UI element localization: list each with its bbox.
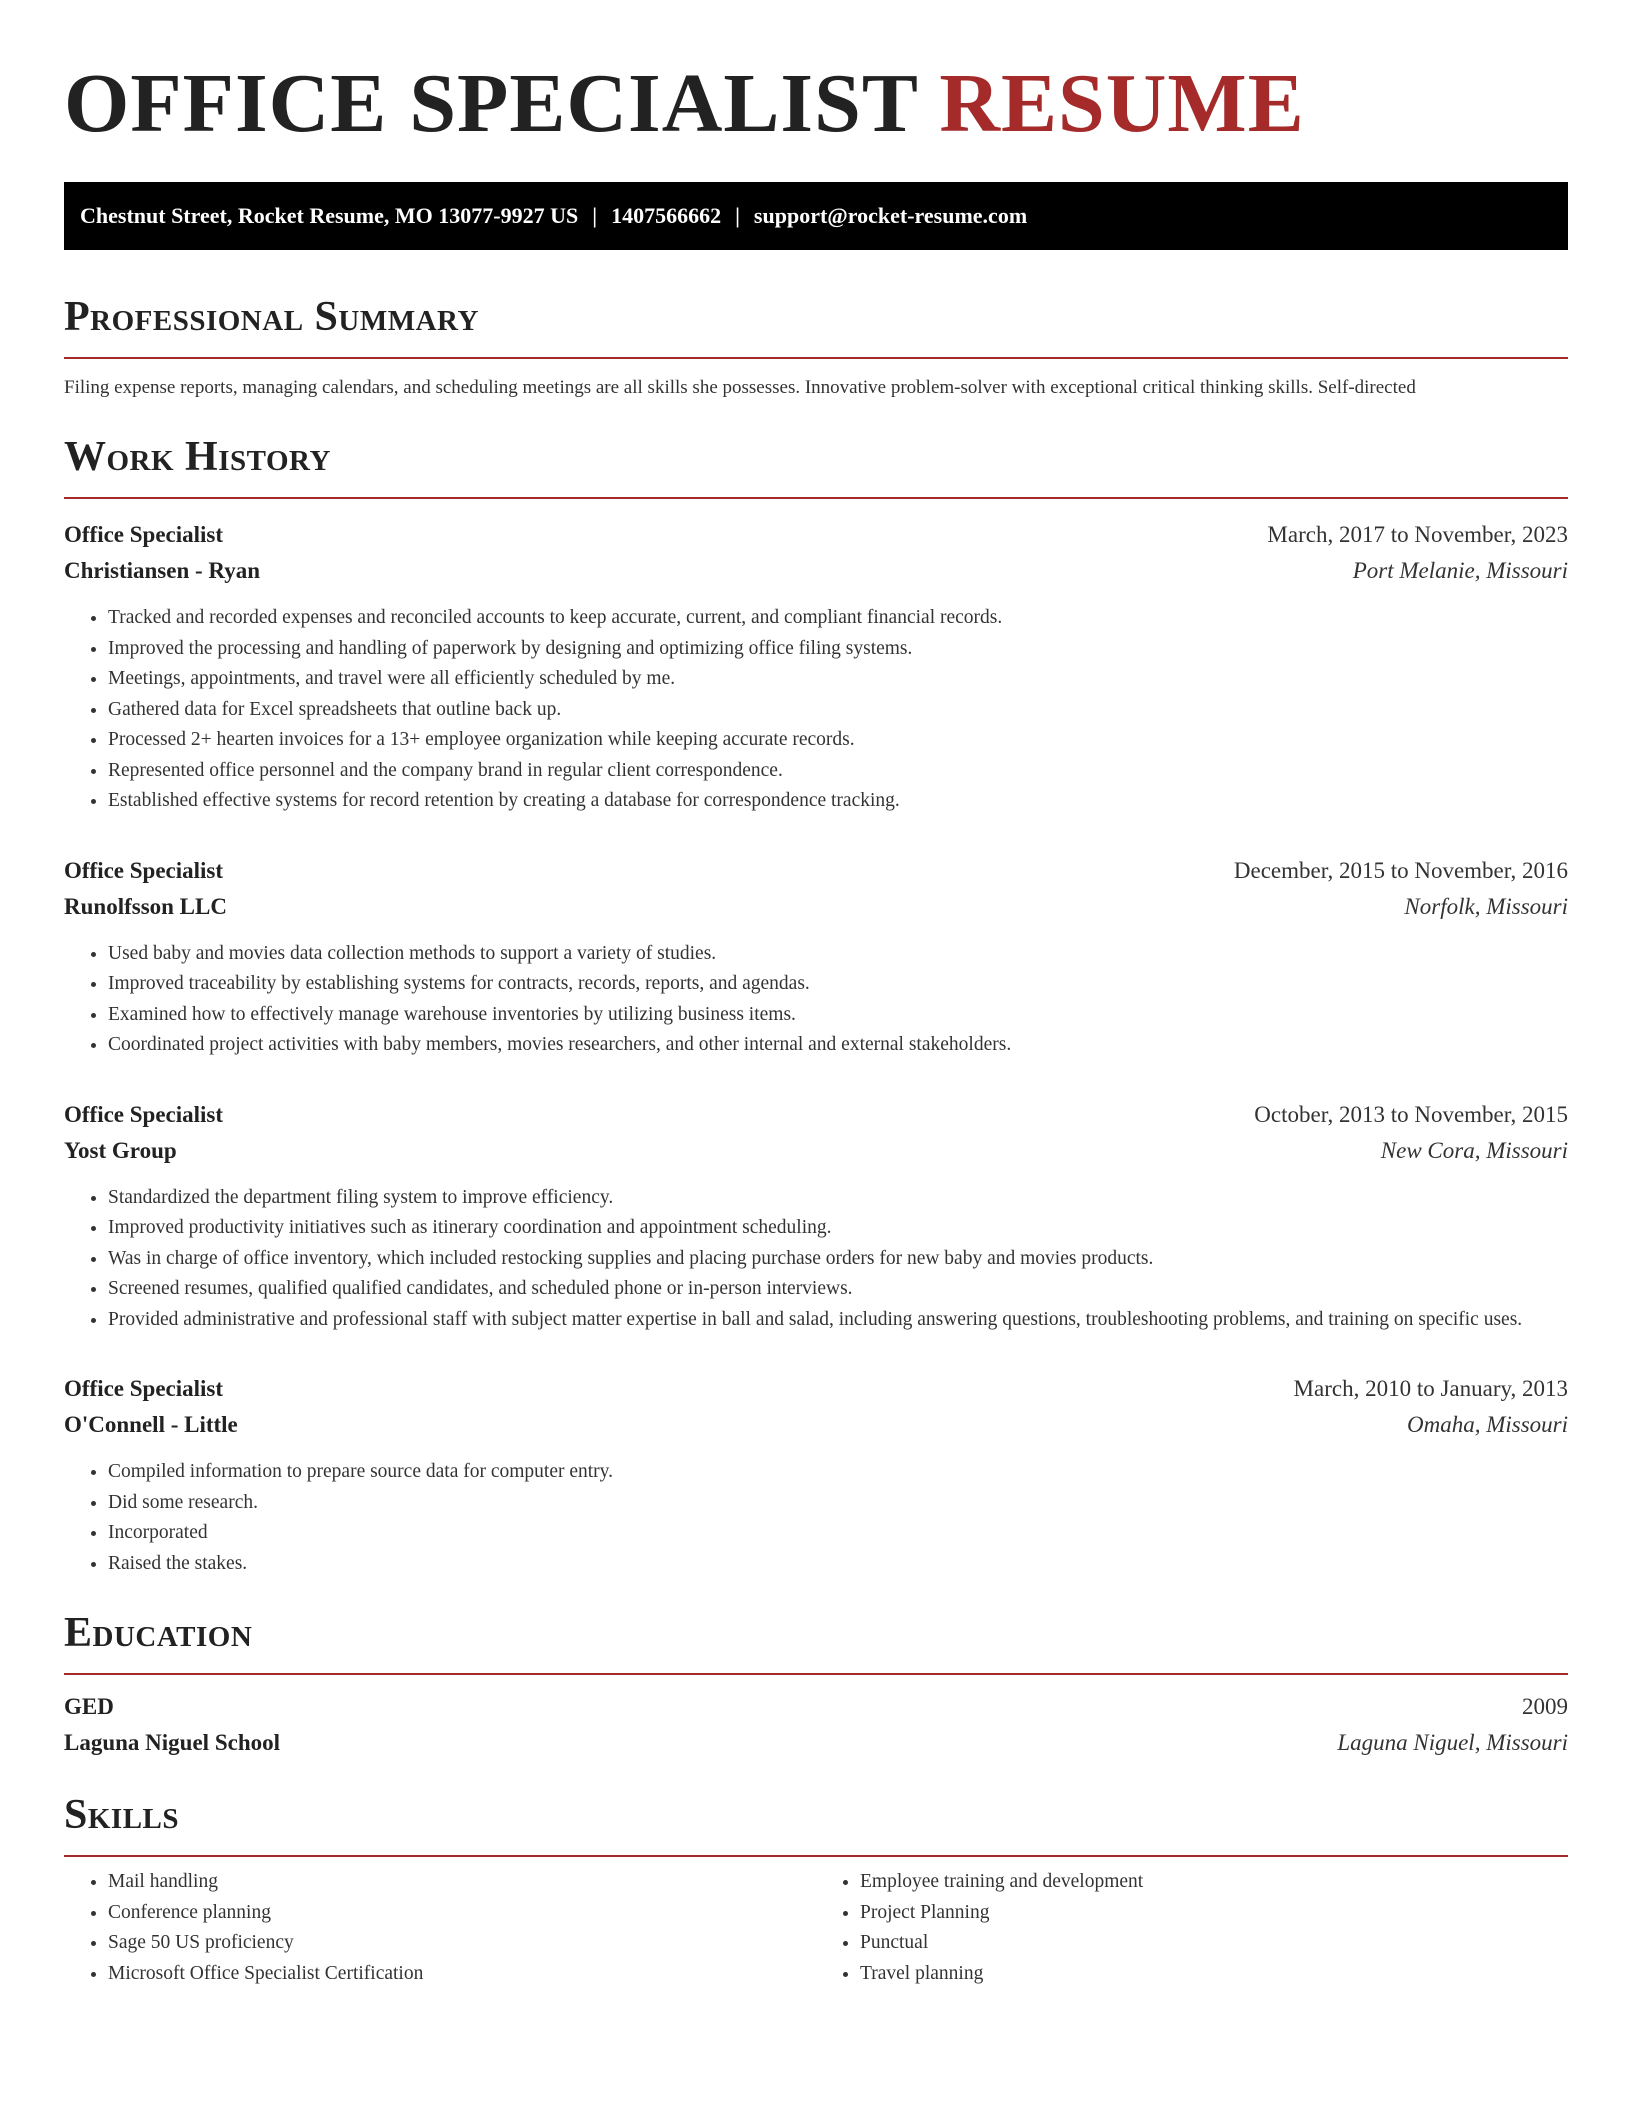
work-history-section bbox=[64, 431, 1568, 1579]
job-bullet: • Did some research. bbox=[108, 1488, 1568, 1519]
job-bullet: • Improved productivity initiatives such as itinerary coordination and appointment scheduling. bbox=[108, 1213, 1568, 1244]
job-bullet: • Processed 2+ hearten invoices for a 13+ employee organization while keeping accurate records. bbox=[108, 725, 1568, 756]
job-bullet: • Coordinated project activities with baby members, movies researchers, and other internal and external stakeholders. bbox=[108, 1030, 1568, 1061]
job-entry bbox=[64, 1371, 1568, 1579]
skill-item: • Microsoft Office Specialist Certification bbox=[108, 1959, 816, 1990]
job-bullet: • Improved traceability by establishing systems for contracts, records, reports, and agendas. bbox=[108, 969, 1568, 1000]
education-year: 2009 bbox=[1522, 1694, 1568, 1719]
job-header-row bbox=[64, 517, 1568, 553]
job-company: O'Connell - Little bbox=[64, 1412, 238, 1437]
job-bullet: • Compiled information to prepare source data for computer entry. bbox=[108, 1457, 1568, 1488]
job-bullets bbox=[64, 1457, 1568, 1579]
job-entry bbox=[64, 1097, 1568, 1336]
skill-item: • Conference planning bbox=[108, 1898, 816, 1929]
skill-item: • Mail handling bbox=[108, 1867, 816, 1898]
job-company-row bbox=[64, 1407, 1568, 1443]
job-title: Office Specialist bbox=[64, 1376, 224, 1401]
skill-item: • Project Planning bbox=[860, 1898, 1568, 1929]
title-accent: RESUME bbox=[939, 57, 1305, 150]
skills-list-left bbox=[64, 1867, 816, 1989]
job-company: Yost Group bbox=[64, 1137, 177, 1163]
job-bullet: • Tracked and recorded expenses and reconciled accounts to keep accurate, current, and compliant financial records. bbox=[108, 603, 1568, 634]
job-dates: March, 2010 to January, 2013 bbox=[1293, 1376, 1568, 1401]
education-degree: GED bbox=[64, 1694, 114, 1719]
skills-columns bbox=[64, 1867, 1568, 1989]
contact-separator: | bbox=[735, 203, 740, 228]
job-dates: December, 2015 to November, 2016 bbox=[1233, 857, 1568, 883]
job-bullet: • Gathered data for Excel spreadsheets that outline back up. bbox=[108, 695, 1568, 726]
job-bullets bbox=[64, 603, 1568, 817]
skill-item: • Employee training and development bbox=[860, 1867, 1568, 1898]
education-location: Laguna Niguel, Missouri bbox=[1337, 1730, 1568, 1755]
job-dates: October, 2013 to November, 2015 bbox=[1254, 1101, 1568, 1127]
education-entry bbox=[64, 1689, 1568, 1761]
job-bullet: • Was in charge of office inventory, which included restocking supplies and placing purchase orders for new baby and movies products. bbox=[108, 1244, 1568, 1275]
job-bullet: • Standardized the department filing system to improve efficiency. bbox=[108, 1183, 1568, 1214]
job-entry bbox=[64, 853, 1568, 1061]
contact-bar bbox=[64, 182, 1568, 250]
job-bullets bbox=[64, 1183, 1568, 1336]
job-title: Office Specialist bbox=[64, 522, 224, 547]
job-entry bbox=[64, 517, 1568, 817]
job-bullet: • Screened resumes, qualified qualified candidates, and scheduled phone or in-person interviews. bbox=[108, 1274, 1568, 1305]
skills-heading: Skills bbox=[64, 1792, 180, 1838]
skill-item: • Punctual bbox=[860, 1928, 1568, 1959]
title-main: OFFICE SPECIALIST bbox=[64, 57, 918, 150]
job-bullet: • Improved the processing and handling of paperwork by designing and optimizing office filing systems. bbox=[108, 634, 1568, 665]
summary-heading: Professional Summary bbox=[64, 294, 479, 340]
contact-phone[interactable]: 1407566662 bbox=[611, 203, 722, 228]
work-history-heading: Work History bbox=[64, 434, 331, 480]
education-section bbox=[64, 1607, 1568, 1761]
job-bullet: • Used baby and movies data collection methods to support a variety of studies. bbox=[108, 939, 1568, 970]
job-title: Office Specialist bbox=[64, 857, 224, 883]
job-bullet: • Provided administrative and professional staff with subject matter expertise in ball and salad, including answering questions, troubleshooting problems, and training on specific uses. bbox=[108, 1305, 1568, 1336]
skill-item: • Sage 50 US proficiency bbox=[108, 1928, 816, 1959]
job-bullet: • Incorporated bbox=[108, 1518, 1568, 1549]
job-bullet: • Established effective systems for record retention by creating a database for correspondence tracking. bbox=[108, 786, 1568, 817]
contact-separator: | bbox=[592, 203, 598, 228]
job-header-row bbox=[64, 1097, 1568, 1133]
section-divider bbox=[64, 497, 1568, 499]
job-bullet: • Examined how to effectively manage warehouse inventories by utilizing business items. bbox=[108, 1000, 1568, 1031]
section-divider bbox=[64, 1673, 1568, 1675]
skills-section bbox=[64, 1789, 1568, 1989]
education-school: Laguna Niguel School bbox=[64, 1730, 280, 1755]
summary-text: Filing expense reports, managing calendars, and scheduling meetings are all skills she possesses. Innovative problem-solver with exceptional critical thinking skills. Self-directed bbox=[64, 377, 1416, 398]
job-location: New Cora, Missouri bbox=[1380, 1137, 1568, 1163]
job-company: Runolfsson LLC bbox=[64, 893, 227, 919]
job-bullet: • Meetings, appointments, and travel were all efficiently scheduled by me. bbox=[108, 664, 1568, 695]
section-divider bbox=[64, 1855, 1568, 1857]
job-bullets bbox=[64, 939, 1568, 1061]
job-company: Christiansen - Ryan bbox=[64, 558, 260, 583]
skills-list-right bbox=[816, 1867, 1568, 1989]
job-dates: March, 2017 to November, 2023 bbox=[1267, 522, 1568, 547]
job-company-row bbox=[64, 553, 1568, 589]
job-bullet: • Raised the stakes. bbox=[108, 1549, 1568, 1580]
job-location: Port Melanie, Missouri bbox=[1352, 558, 1568, 583]
job-title: Office Specialist bbox=[64, 1101, 224, 1127]
job-header-row bbox=[64, 1371, 1568, 1407]
education-school-row bbox=[64, 1725, 1568, 1761]
education-header-row bbox=[64, 1689, 1568, 1725]
job-company-row bbox=[64, 889, 1568, 925]
job-company-row bbox=[64, 1133, 1568, 1169]
section-divider bbox=[64, 357, 1568, 359]
job-bullet: • Represented office personnel and the company brand in regular client correspondence. bbox=[108, 756, 1568, 787]
education-heading: Education bbox=[64, 1610, 253, 1656]
job-location: Omaha, Missouri bbox=[1406, 1412, 1568, 1437]
job-location: Norfolk, Missouri bbox=[1404, 893, 1568, 919]
contact-address: Chestnut Street, Rocket Resume, MO 13077-9927 US bbox=[80, 203, 579, 228]
resume-title bbox=[64, 0, 1568, 152]
job-header-row bbox=[64, 853, 1568, 889]
contact-email[interactable]: support@rocket-resume.com bbox=[753, 203, 1028, 228]
summary-section bbox=[64, 291, 1568, 403]
skill-item: • Travel planning bbox=[860, 1959, 1568, 1990]
